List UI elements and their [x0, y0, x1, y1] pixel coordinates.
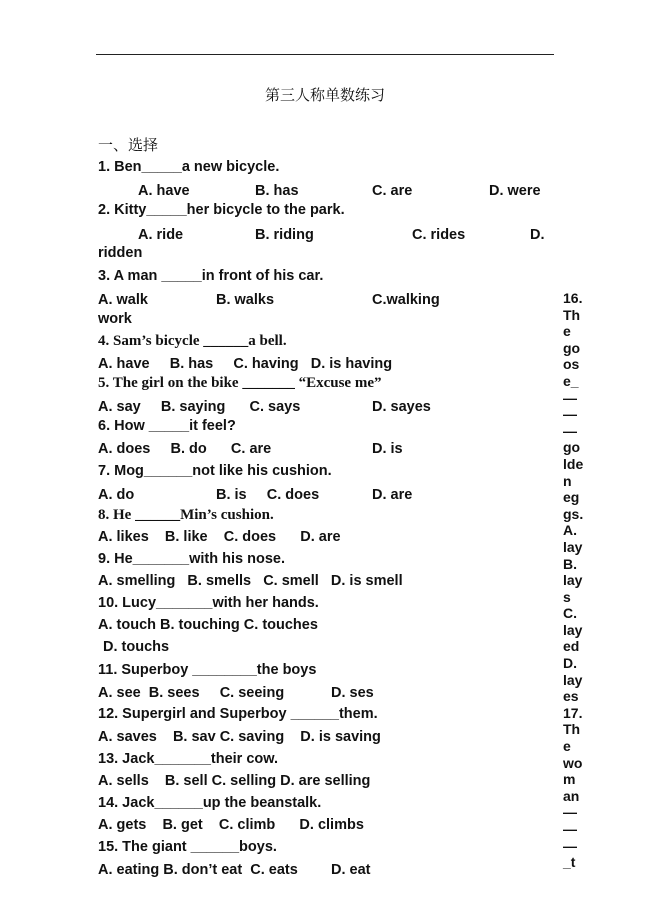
- section-heading: 一、选择: [98, 136, 159, 154]
- side-column-fragment: lay: [563, 671, 583, 688]
- side-column-fragment: lay: [563, 538, 583, 555]
- q15-option-d: D. eat: [331, 862, 371, 878]
- q6-option-d: D. is: [372, 441, 403, 457]
- side-column-fragment: n: [563, 472, 572, 489]
- question-7: 7. Mog______not like his cushion.: [98, 463, 332, 479]
- question-3: 3. A man _____in front of his car.: [98, 268, 324, 284]
- q7-options-bc: B. is C. does: [216, 487, 320, 503]
- question-12: 12. Supergirl and Superboy ______them.: [98, 706, 378, 722]
- q3-option-b: B. walks: [216, 292, 275, 308]
- q1-option-b: B. has: [255, 183, 299, 199]
- page-title: 第三人称单数练习: [264, 86, 385, 104]
- side-column-fragment: —: [563, 389, 577, 406]
- q10-option-d: D. touchs: [103, 639, 170, 655]
- q8-options: A. likes B. like C. does D. are: [98, 529, 341, 545]
- side-column-fragment: eg: [563, 489, 580, 506]
- side-column-fragment: —: [563, 804, 577, 821]
- q4-options: A. have B. has C. having D. is having: [98, 356, 393, 372]
- side-column-fragment: gs.: [563, 505, 584, 522]
- question-6: 6. How _____it feel?: [98, 418, 236, 434]
- q5-options: A. say B. saying C. says: [98, 399, 301, 415]
- q3-option-c: C.walking: [372, 292, 440, 308]
- question-4: 4. Sam’s bicycle ______a bell.: [98, 333, 287, 349]
- side-column-fragment: os: [563, 356, 580, 373]
- q1-option-c: C. are: [372, 183, 413, 199]
- q5-option-d: D. sayes: [372, 399, 431, 415]
- side-column-fragment: go: [563, 439, 581, 456]
- side-column-fragment: wo: [563, 754, 583, 771]
- q14-options: A. gets B. get C. climb D. climbs: [98, 817, 364, 833]
- overflow-side-column: [563, 290, 593, 871]
- q3-option-d: work: [98, 311, 132, 327]
- q13-options: A. sells B. sell C. selling D. are selling: [98, 773, 371, 789]
- side-column-fragment: A.: [563, 522, 577, 539]
- side-column-fragment: m: [563, 771, 576, 788]
- side-column-fragment: es: [563, 688, 579, 705]
- side-column-fragment: Th: [563, 306, 581, 323]
- q11-options: A. see B. sees C. seeing: [98, 685, 285, 701]
- question-13: 13. Jack_______their cow.: [98, 751, 279, 767]
- q2-option-c: C. rides: [412, 227, 466, 243]
- side-column-fragment: e_: [563, 372, 579, 389]
- question-10: 10. Lucy_______with her hands.: [98, 595, 319, 611]
- q1-option-d: D. were: [489, 183, 541, 199]
- side-column-fragment: an: [563, 787, 580, 804]
- q9-options: A. smelling B. smells C. smell D. is smell: [98, 573, 403, 589]
- q2-option-b: B. riding: [255, 227, 314, 243]
- question-11: 11. Superboy ________the boys: [98, 662, 317, 678]
- q11-option-d: D. ses: [331, 685, 374, 701]
- question-8: 8. He ______Min’s cushion.: [98, 507, 274, 523]
- side-column-fragment: lay: [563, 621, 583, 638]
- side-column-fragment: —: [563, 422, 577, 439]
- q2-option-d-text: ridden: [98, 245, 143, 261]
- question-2: 2. Kitty_____her bicycle to the park.: [98, 202, 345, 218]
- side-column-fragment: go: [563, 339, 581, 356]
- q1-option-a: A. have: [138, 183, 190, 199]
- q7-option-d: D. are: [372, 487, 413, 503]
- q12-options: A. saves B. sav C. saving D. is saving: [98, 729, 381, 745]
- side-column-fragment: lde: [563, 455, 584, 472]
- side-column-fragment: 16.: [563, 290, 583, 306]
- q2-option-a: A. ride: [138, 227, 184, 243]
- header-rule: [96, 54, 554, 55]
- question-14: 14. Jack______up the beanstalk.: [98, 795, 322, 811]
- q7-option-a: A. do: [98, 487, 135, 503]
- side-column-fragment: —: [563, 821, 577, 837]
- q10-options: A. touch B. touching C. touches: [98, 617, 318, 633]
- question-15: 15. The giant ______boys.: [98, 839, 277, 855]
- side-column-fragment: lay: [563, 572, 583, 589]
- side-column-fragment: e: [563, 738, 571, 755]
- question-1: 1. Ben_____a new bicycle.: [98, 159, 280, 175]
- side-column-fragment: D.: [563, 655, 577, 672]
- q15-options: A. eating B. don’t eat C. eats: [98, 862, 298, 878]
- side-column-fragment: —: [563, 837, 577, 854]
- side-column-fragment: C.: [563, 605, 577, 622]
- side-column-fragment: _t: [563, 854, 576, 871]
- side-column-fragment: 17.: [563, 704, 583, 721]
- q2-option-d: D.: [530, 227, 545, 243]
- side-column-fragment: e: [563, 323, 571, 340]
- question-9: 9. He_______with his nose.: [98, 551, 285, 567]
- side-column-fragment: s: [563, 588, 571, 605]
- side-column-fragment: Th: [563, 721, 581, 738]
- side-column-fragment: B.: [563, 555, 577, 572]
- q6-options: A. does B. do C. are: [98, 441, 272, 457]
- side-column-fragment: ed: [563, 638, 580, 655]
- question-5: 5. The girl on the bike _______ “Excuse me”: [98, 375, 382, 391]
- q3-option-a: A. walk: [98, 292, 148, 308]
- side-column-fragment: —: [563, 406, 577, 423]
